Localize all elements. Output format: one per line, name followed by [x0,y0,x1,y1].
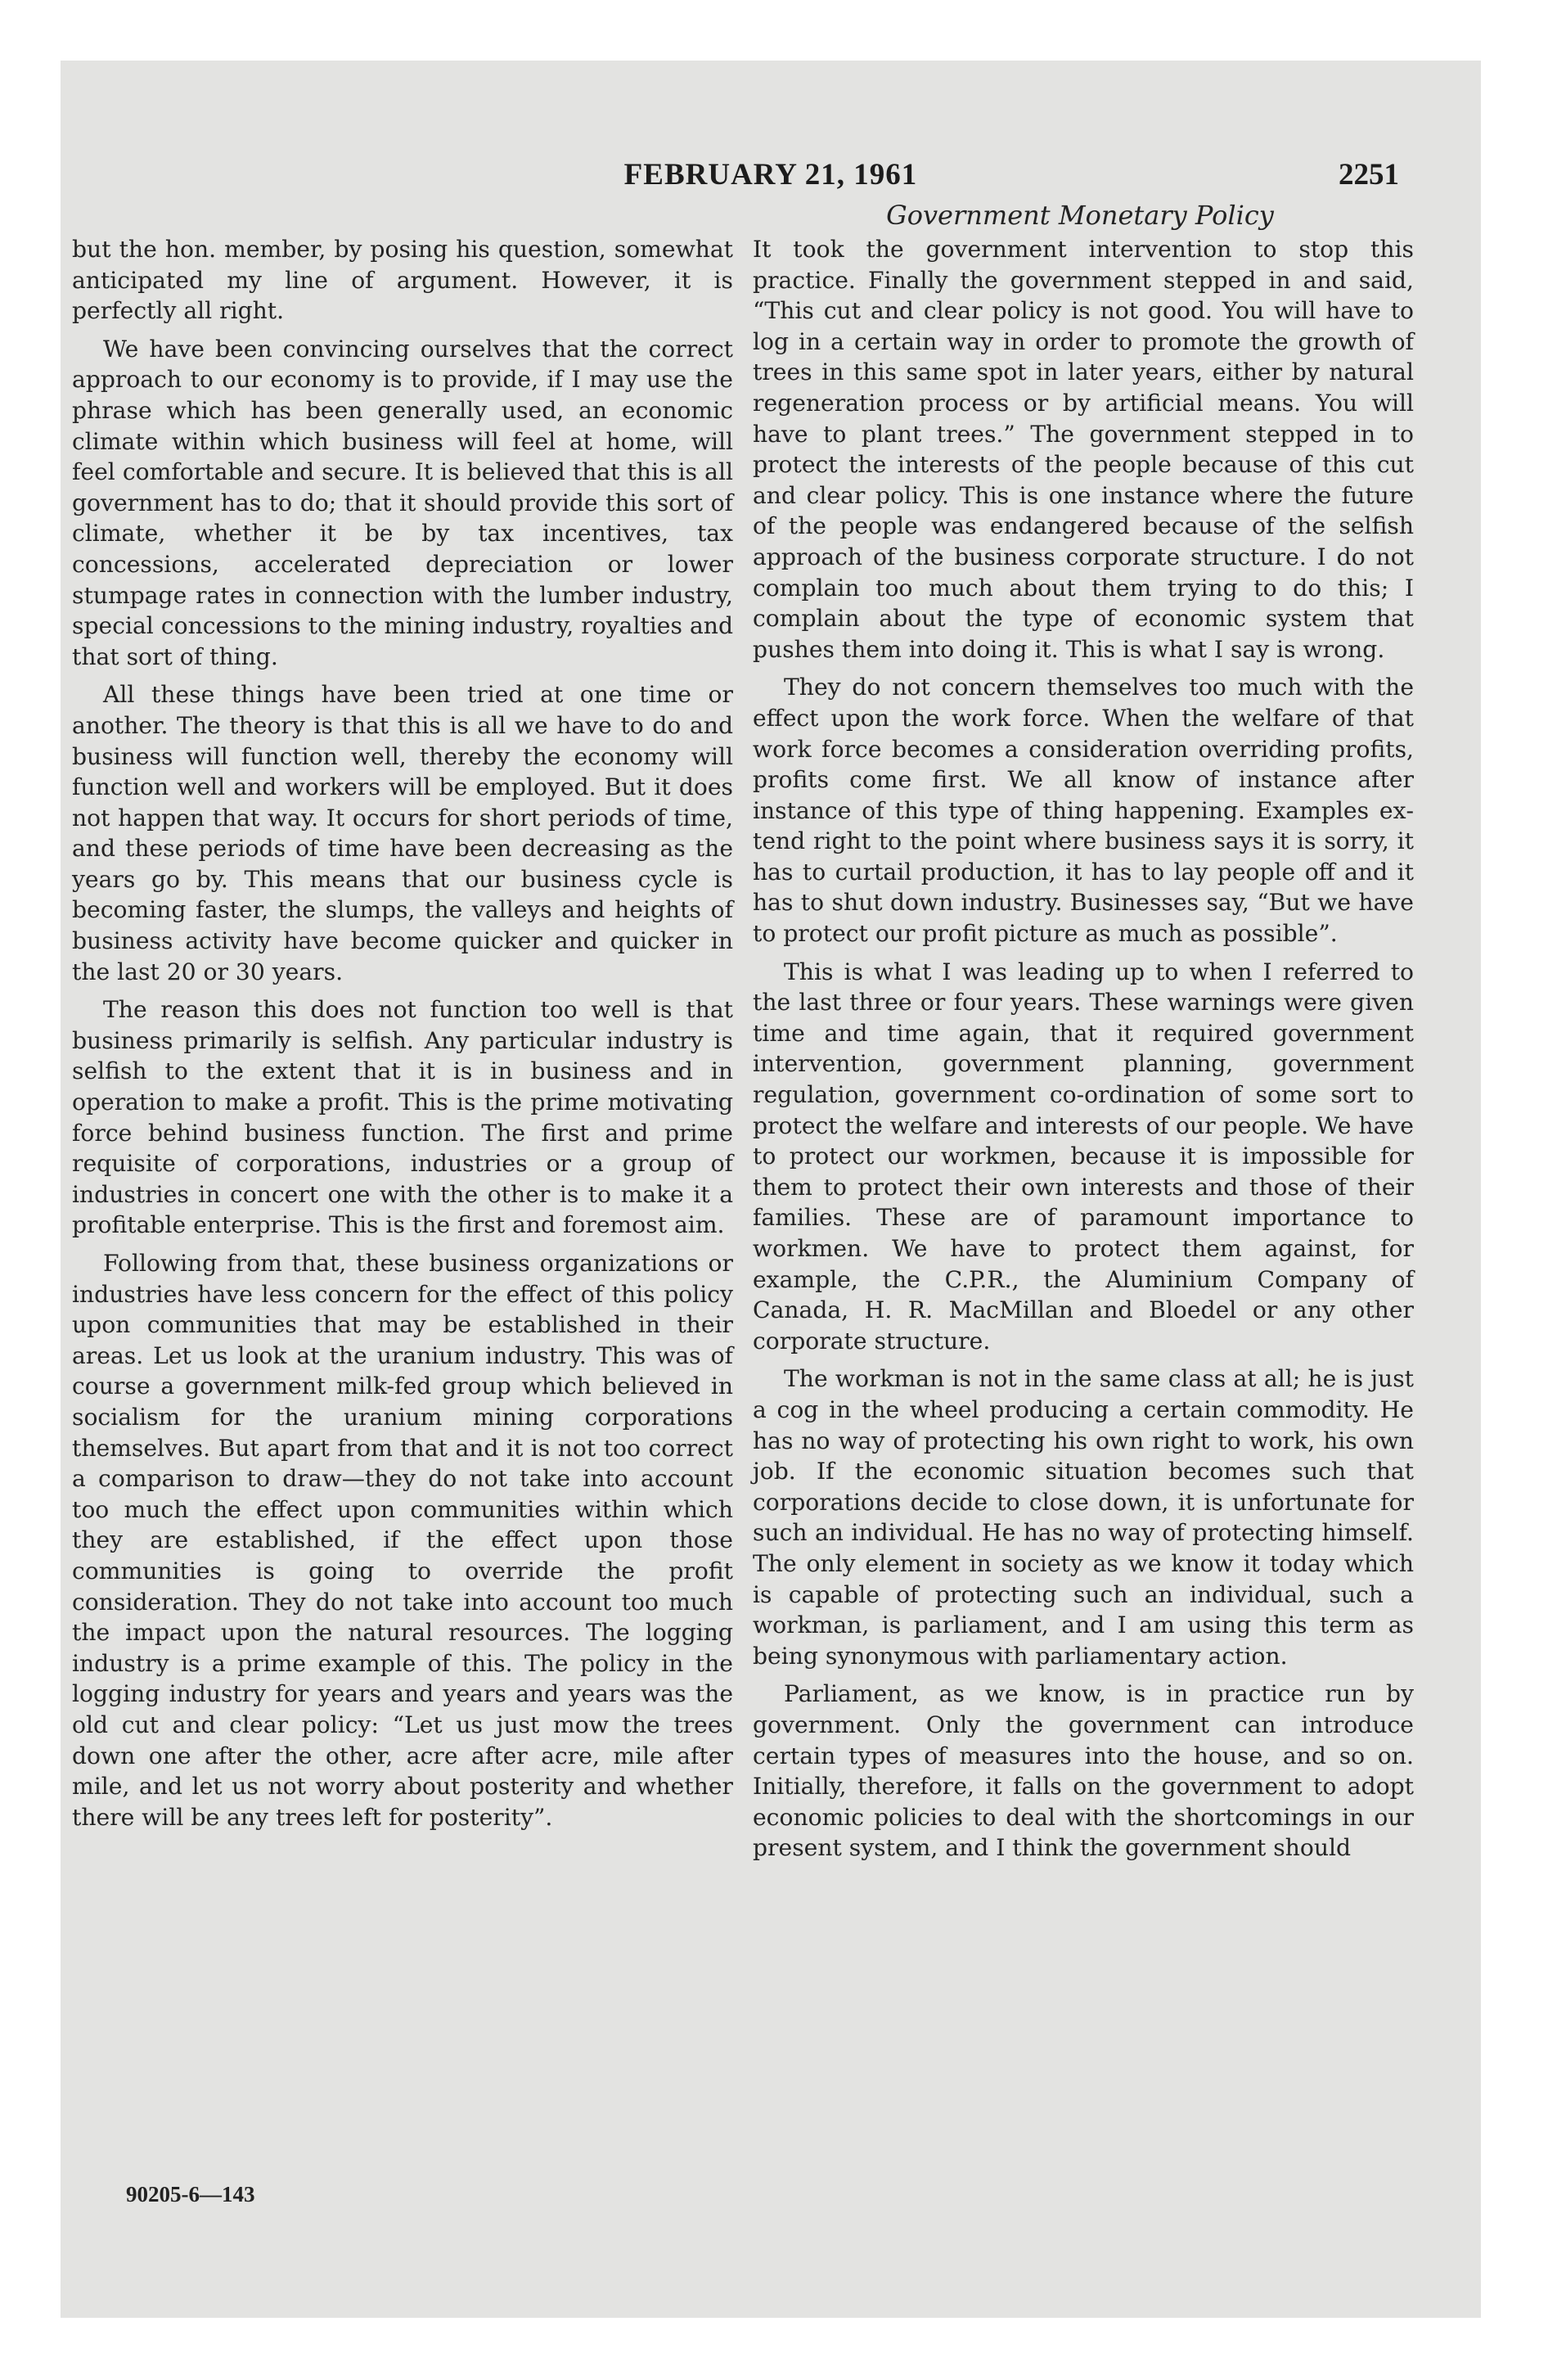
paragraph: The reason this does not function too well is that business primarily is selfish. Any particular industry is selfish to the extent that it is in business and in operation to make a profit. This is the prime motivating force behind business function. The first and prime requisite of corporations, industries or a group of industries in concert one with the other is to make it a profitable enterprise. This is the first and foremost aim. [72,996,733,1239]
paragraph: They do not concern themselves too much with the effect upon the work force. When the welfare of that work force becomes a consideration overriding profits, profits come first. We all know of instance after instance of this type of thing happening. Examples extend right to the point where business says it is sorry, it has to curtail production, it has to lay people off and it has to shut down industry. Businesses say, “But we have to protect our profit picture as much as possible”. [753,674,1414,948]
running-title: Government Monetary Policy [886,200,1274,231]
paragraph: This is what I was leading up to when I referred to the last three or four years. These warnings were given time and time again, that it required government intervention, government planning, government regulation, government co-ordination of some sort to protect the welfare and interests of our people. We have to protect our workmen, because it is impossible for them to protect their own interests and those of their families. These are of paramount importance to workmen. We have to protect them against, for example, the C.P.R., the Aluminium Company of Canada, H. R. MacMillan and Bloedel or any other corporate structure. [753,958,1414,1355]
paragraph: All these things have been tried at one time or another. The theory is that this is all we have to do and business will function well, thereby the economy will function well and workers will be employed. But it does not happen that way. It occurs for short periods of time, and these periods of time have been decreasing as the years go by. This means that our business cycle is becoming faster, the slumps, the valleys and heights of business activity have become quicker and quicker in the last 20 or 30 years. [72,681,733,985]
paragraph: Following from that, these business organizations or industries have less concern for the effect of this policy upon communities that may be established in their areas. Let us look at the uranium industry. This was of course a government milk-fed group which believed in socialism for the uranium mining corporations themselves. But apart from that and it is not too correct a comparison to draw—they do not take into account too much the effect upon communities within which they are established, if the effect upon those communities is going to override the profit consideration. They do not take into account too much the impact upon the natural resources. The logging industry is a prime example of this. The policy in the logging industry for years and years and years was the old cut and clear policy: “Let us just mow the trees down one after the other, acre after acre, mile after mile, and let us not worry about posterity and whether there will be any trees left for posterity”. [72,1250,733,1831]
paragraph: Parliament, as we know, is in practice run by government. Only the government can introduce certain types of measures into the house, and so on. Initially, therefore, it falls on the government to adopt economic policies to deal with the shortcomings in our present system, and I think the government should [753,1680,1414,1862]
paragraph: It took the government intervention to stop this practice. Finally the government stepped in and said, “This cut and clear policy is not good. You will have to log in a certain way in order to promote the growth of trees in this same spot in later years, either by natural regeneration process or by artificial means. You will have to plant trees.” The government stepped in to protect the interests of the people because of this cut and clear policy. This is one instance where the future of the people was endangered because of the selfish approach of the business corporate structure. I do not complain too much about them trying to do this; I complain about the type of economic system that pushes them into doing it. This is what I say is wrong. [753,236,1414,663]
header-date: FEBRUARY 21, 1961 [623,158,918,192]
hansard-page [61,61,1481,2318]
paragraph: The workman is not in the same class at all; he is just a cog in the wheel producing a certain commodity. He has no way of protecting his own right to work, his own job. If the economic situation becomes such that corporations decide to close down, it is unfortunate for such an individual. He has no way of protecting himself. The only element in society as we know it today which is capable of protecting such an individual, such a workman, is parliament, and I am using this term as being synonymous with parliamentary action. [753,1365,1414,1670]
paragraph: but the hon. member, by posing his question, somewhat anticipated my line of argument. However, it is perfectly all right. [72,236,733,325]
page-number: 2251 [1339,158,1399,192]
left-column [72,234,733,1840]
right-column [753,234,1414,1871]
footer-code: 90205-6—143 [126,2182,255,2206]
paragraph: We have been convincing ourselves that the correct approach to our economy is to provide, if I may use the phrase which has been generally used, an economic climate within which business will feel at home, will feel comfortable and secure. It is believed that this is all government has to do; that it should provide this sort of climate, whether it be by tax incentives, tax concessions, accelerated depreciation or lower stumpage rates in connection with the lumber industry, special concessions to the mining industry, royalties and that sort of thing. [72,335,733,670]
